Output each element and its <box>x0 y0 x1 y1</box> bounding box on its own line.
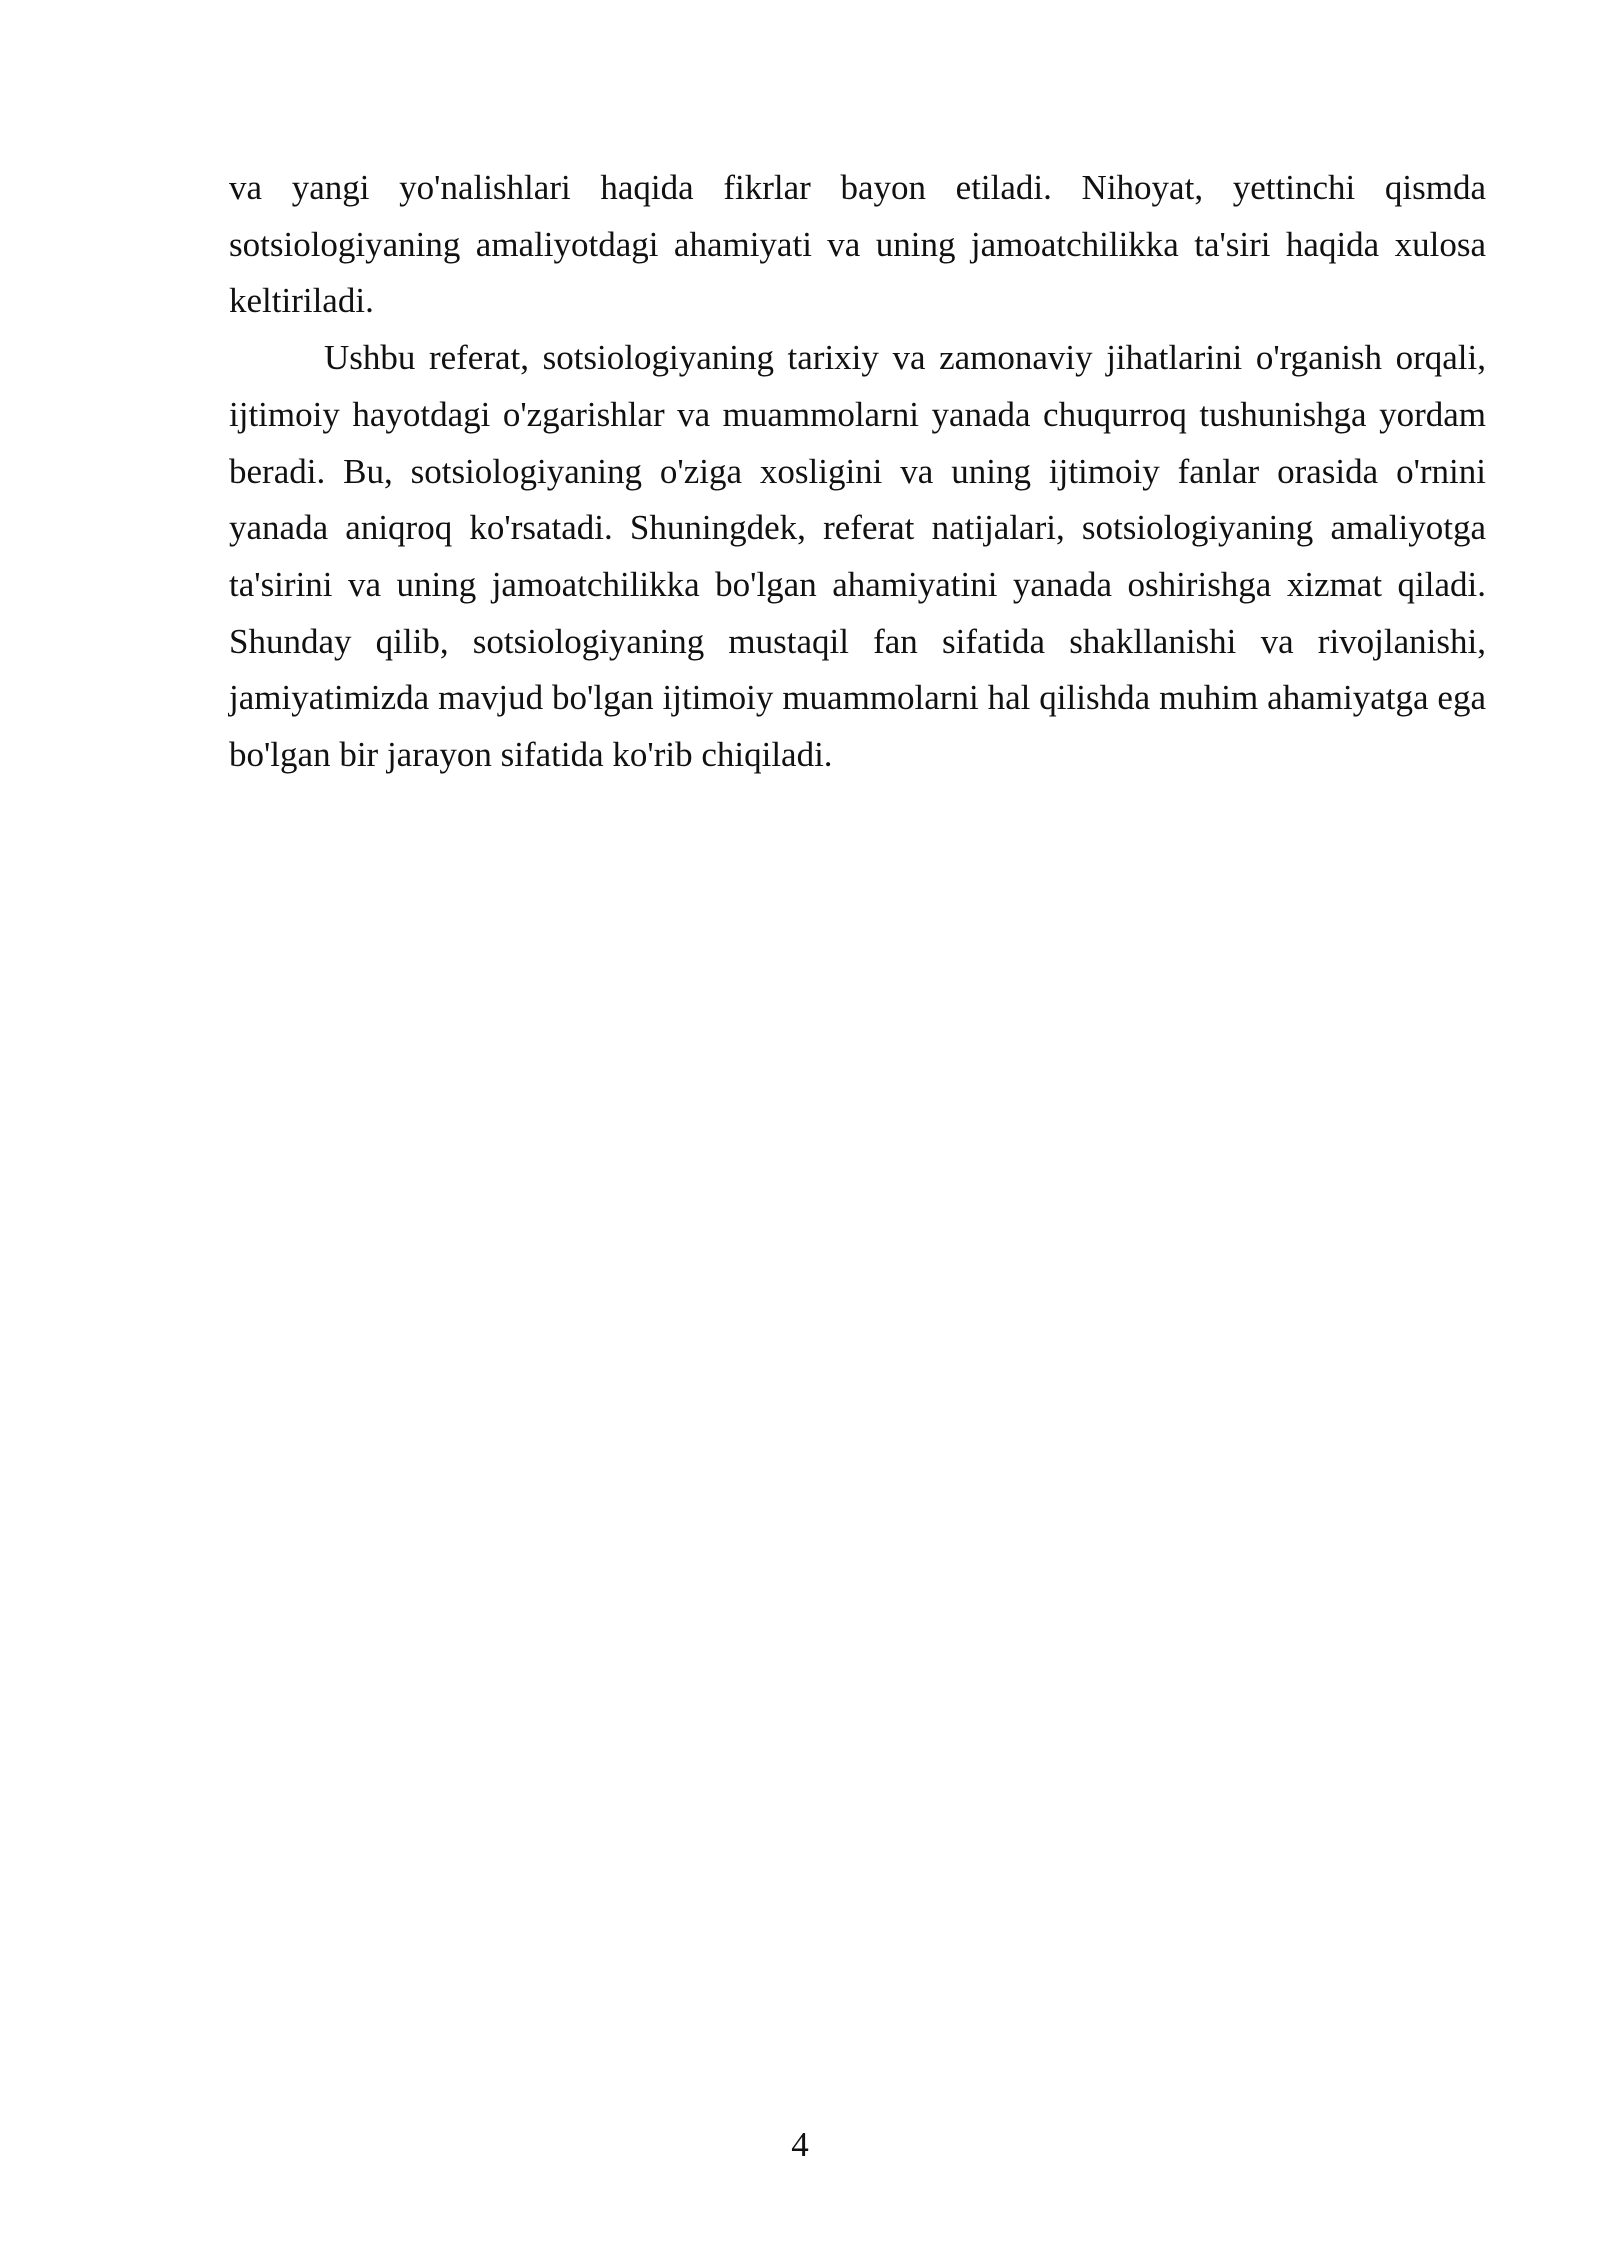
body-text <box>229 160 1486 784</box>
paragraph-summary: Ushbu referat, sotsiologiyaning tarixiy va zamonaviy jihatlarini o'rganish orqali, ijtimoiy hayotdagi o'zgarishlar va muammolarni yanada chuqurroq tushunishga yordam beradi. Bu, sotsiologiyaning o'ziga xosligini va uning ijtimoiy fanlar orasida o'rnini yanada aniqroq ko'rsatadi. Shuningdek, referat natijalari, sotsiologiyaning amaliyotga ta'sirini va uning jamoatchilikka bo'lgan ahamiyatini yanada oshirishga xizmat qiladi. Shunday qilib, sotsiologiyaning mustaqil fan sifatida shakllanishi va rivojlanishi, jamiyatimizda mavjud bo'lgan ijtimoiy muammolarni hal qilishda muhim ahamiyatga ega bo'lgan bir jarayon sifatida ko'rib chiqiladi. <box>229 338 1486 775</box>
paragraph-continuation: va yangi yo'nalishlari haqida fikrlar bayon etiladi. Nihoyat, yettinchi qismda sotsiologiyaning amaliyotdagi ahamiyati va uning jamoatchilikka ta'siri haqida xulosa keltiriladi. <box>229 168 1486 321</box>
page-number: 4 <box>791 2125 809 2164</box>
